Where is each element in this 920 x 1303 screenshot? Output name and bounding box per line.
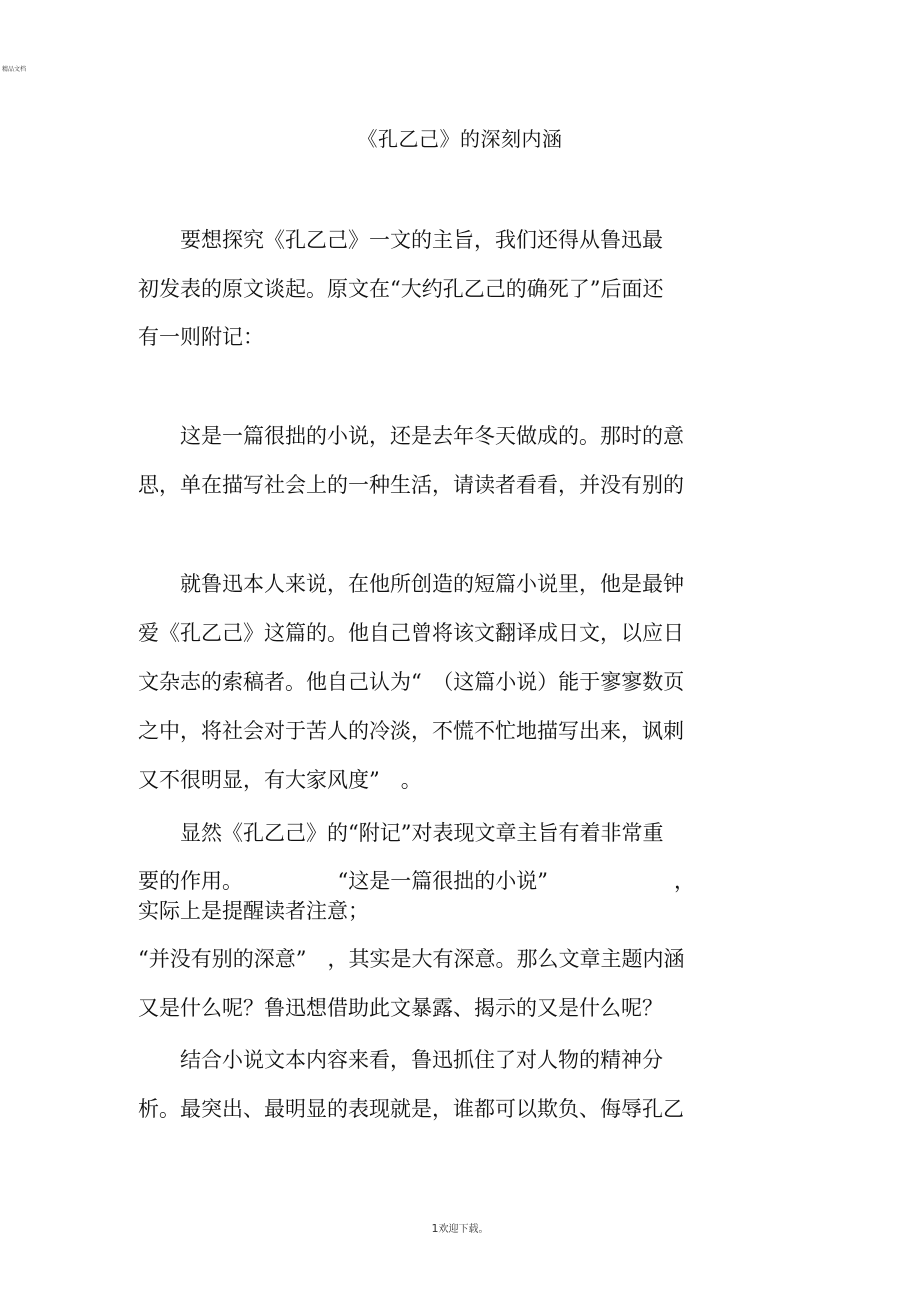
paragraph-line: 有一则附记： [138,325,264,349]
paragraph-line: 又不很明显，有大家风度” 。 [138,768,422,792]
paragraph-line: 显然《孔乙己》的“附记”对表现文章主旨有着非常重 [138,821,664,845]
footer-suffix: 。 [478,1224,489,1235]
paragraph-line: “并没有别的深意” ，其实是大有深意。那么文章主题内涵 [138,947,685,971]
paragraph-line: 思，单在描写社会上的一种生活，请读者看看，并没有别的 [138,473,684,497]
paragraph-line: 又是什么呢？鲁迅想借助此文暴露、揭示的又是什么呢？ [138,996,663,1020]
document-title: 《孔乙己》的深刻内涵 [357,127,563,151]
paragraph-line: 析。最突出、最明显的表现就是，谁都可以欺负、侮辱孔乙 [138,1097,684,1121]
paragraph-line: 就鲁迅本人来说，在他所创造的短篇小说里，他是最钟 [138,572,684,596]
paragraph-line: 要想探究《孔乙己》一文的主旨，我们还得从鲁迅最 [138,228,663,252]
paragraph-line: 之中，将社会对于苦人的冷淡，不慌不忙地描写出来，讽刺 [138,719,684,743]
paragraph-line: 爱《孔乙己》这篇的。他自己曾将该文翻译成日文，以应日 [138,621,684,645]
paragraph-line: 文杂志的索稿者。他自己认为“ （这篇小说）能于寥寥数页 [138,670,685,694]
paragraph-line: 要的作用。 “这是一篇很拙的小说” ， [138,869,695,893]
footer-text: 欢迎下载 [438,1224,479,1235]
paragraph-line: 这是一篇很拙的小说，还是去年冬天做成的。那时的意 [138,424,684,448]
paragraph-line: 实际上是提醒读者注意； [138,899,369,923]
paragraph-line: 结合小说文本内容来看，鲁迅抓住了对人物的精神分 [138,1048,663,1072]
page-number: 1 [431,1222,439,1235]
page-footer [0,1222,920,1237]
paragraph-line: 初发表的原文谈起。原文在“大约孔乙己的确死了”后面还 [138,277,664,301]
header-tag: 精品文档 [2,66,27,73]
